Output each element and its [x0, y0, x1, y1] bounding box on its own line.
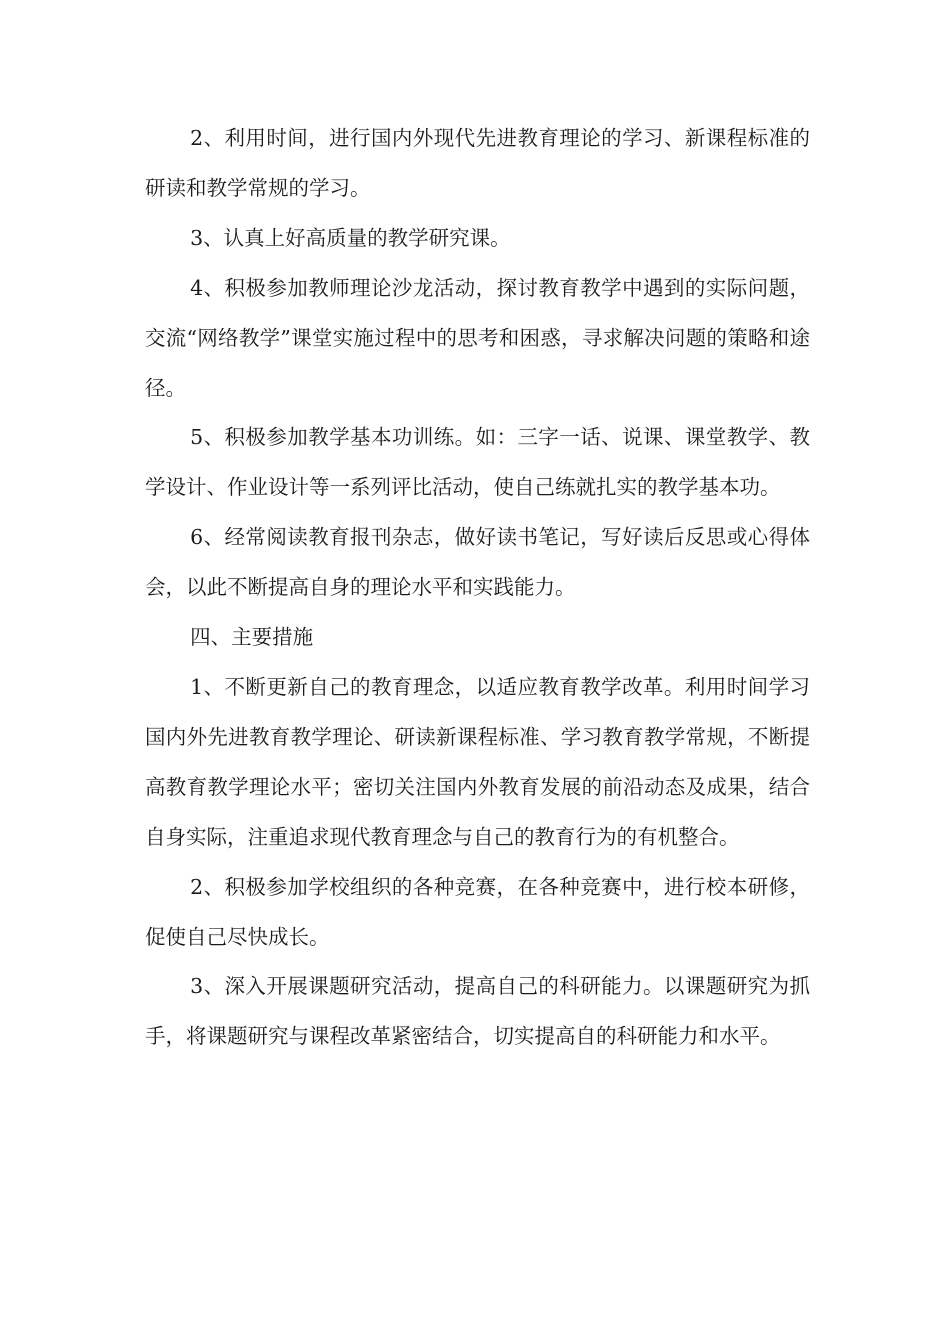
- paragraph-item-5: 5、积极参加教学基本功训练。如：三字一话、说课、课堂教学、教学设计、作业设计等一系列评比活动，使自己练就扎实的教学基本功。: [145, 425, 810, 500]
- document-body: [145, 114, 810, 1062]
- paragraph-item-4: 4、积极参加教师理论沙龙活动，探讨教育教学中遇到的实际问题，交流“网络教学”课堂实施过程中的思考和困惑，寻求解决问题的策略和途径。: [145, 275, 810, 400]
- paragraph-item-2: 2、利用时间，进行国内外现代先进教育理论的学习、新课程标准的研读和教学常规的学习。: [145, 126, 810, 200]
- measure-item-1: 1、不断更新自己的教育理念，以适应教育教学改革。利用时间学习国内外先进教育教学理论、研读新课程标准、学习教育教学常规，不断提高教育教学理论水平；密切关注国内外教育发展的前沿动态及成果，结合自身实际，注重追求现代教育理念与自己的教育行为的有机整合。: [145, 674, 810, 849]
- paragraph-item-3: 3、认真上好高质量的教学研究课。: [190, 225, 511, 250]
- measure-item-3: 3、深入开展课题研究活动，提高自己的科研能力。以课题研究为抓手，将课题研究与课程改革紧密结合，切实提高自的科研能力和水平。: [145, 974, 810, 1049]
- section-heading-main-measures: 四、主要措施: [190, 625, 314, 650]
- paragraph-item-6: 6、经常阅读教育报刊杂志，做好读书笔记，写好读后反思或心得体会，以此不断提高自身的理论水平和实践能力。: [145, 525, 810, 600]
- measure-item-2: 2、积极参加学校组织的各种竞赛，在各种竞赛中，进行校本研修，促使自己尽快成长。: [145, 874, 810, 949]
